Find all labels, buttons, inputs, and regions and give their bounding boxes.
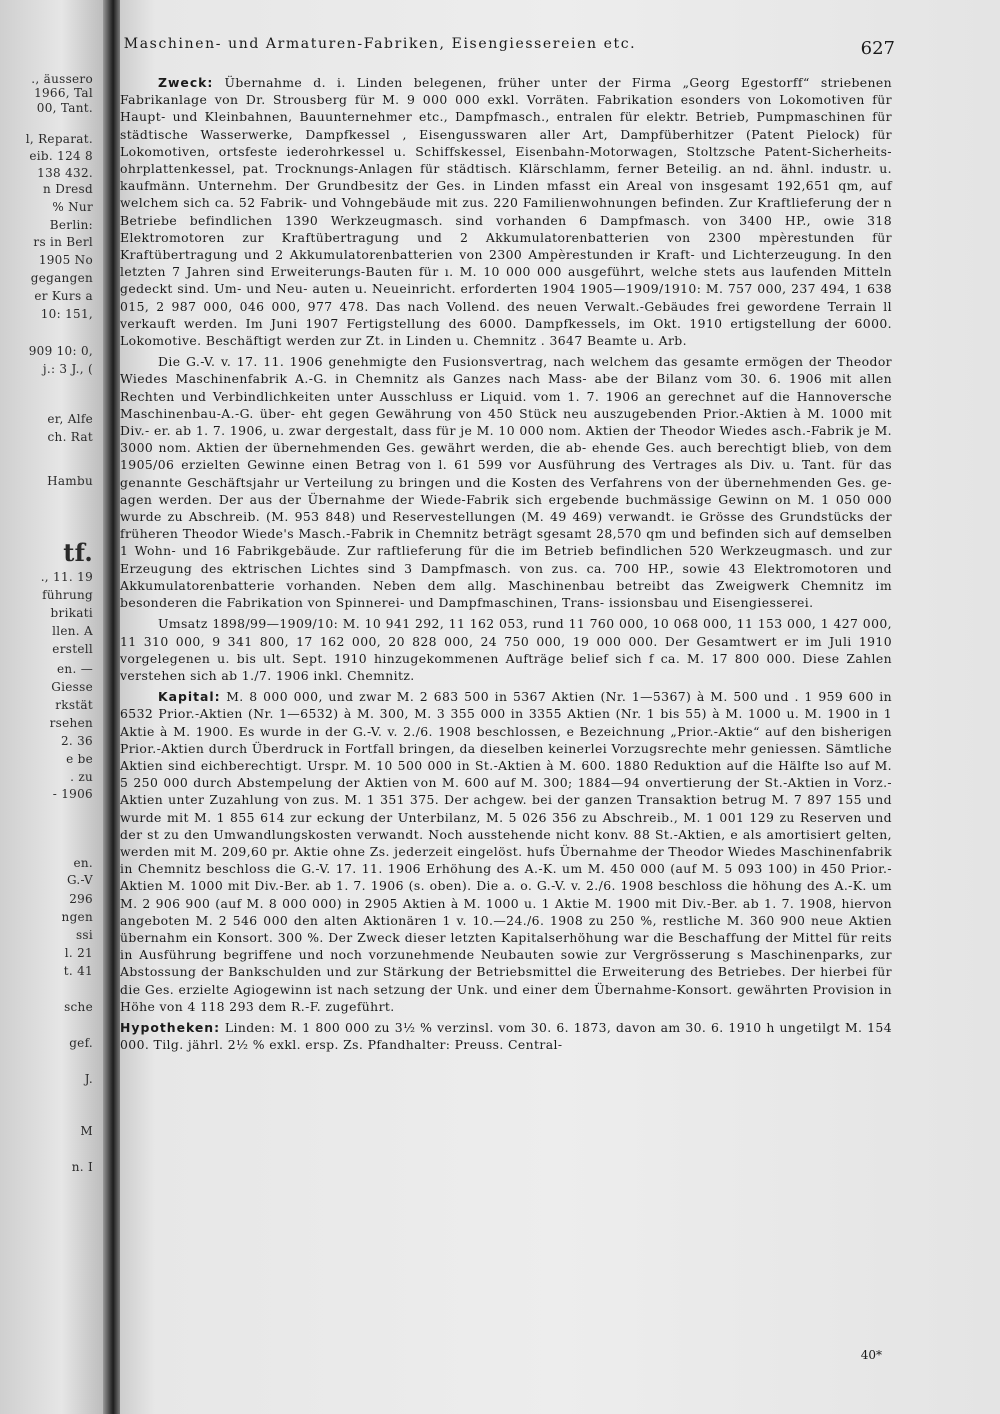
paragraph	[120, 615, 892, 684]
body-text	[120, 74, 892, 1057]
page	[120, 0, 1000, 1414]
facing-page-line: 909 10: 0,	[28, 344, 93, 358]
facing-page-line: 138 432.	[37, 166, 93, 180]
facing-page-line: % Nur	[52, 200, 93, 214]
facing-page-line: l, Reparat.	[25, 132, 93, 146]
facing-page-line: sche	[64, 1000, 93, 1014]
facing-page-line: l. 21	[64, 946, 93, 960]
paragraph-text: M. 8 000 000, und zwar M. 2 683 500 in 5367 Aktien (Nr. 1—5367) à M. 500 und . 1 959 600 in 6532 Prior.-Aktien (Nr. 1—6532) à M. 300, M. 3 355 000 in 3355 Aktien (Nr. 1 bis 55) à M. 1000 u. M. 1900 in 1 Aktie à M. 1900. Es wurde in der G.-V. v. 2./6. 1908 beschlossen, e Bezeichnung „Prior.-Aktie“ auf den bisherigen Prior.-Aktien durch Überdruck in Fortfall bringen, da dieselben keinerlei Vorzugsrechte mehr geniessen. Sämtliche Aktien sind eichberechtigt. Urspr. M. 10 500 000 in St.-Aktien à M. 600. 1880 Reduktion auf die Hälfte lso auf M. 5 250 000 durch Abstempelung der Aktien von M. 600 auf M. 300; 1884—94 onvertierung der St.-Aktien in Vorz.-Aktien unter Zuzahlung von zus. M. 1 351 375. Der achgew. bei der ganzen Transaktion betrug M. 7 897 155 und wurde mit M. 1 855 614 zur eckung der Unterbilanz, M. 5 026 356 zu Abschreib., M. 1 001 129 zu Reserven und der st zu den Umwandlungskosten verwandt. Noch ausstehende nicht konv. 88 St.-Aktien, e als amortisiert gelten, werden mit M. 209,60 pr. Aktie ohne Zs. jederzeit eingelöst. hufs Übernahme der Theodor Wiedes Maschinenfabrik in Chemnitz beschloss die G.-V. 17. 11. 1906 Erhöhung des A.-K. um M. 450 000 (auf M. 5 093 100) in 450 Prior.-Aktien M. 1000 mit Div.-Ber. ab 1. 7. 1906 (s. oben). Die a. o. G.-V. v. 2./6. 1908 beschloss die höhung des A.-K. um M. 2 906 900 (auf M. 8 000 000) in 2905 Aktien à M. 1000 u. 1 Aktie M. 1900 mit Div.-Ber. ab 1. 7. 1908, hiervon angeboten M. 2 546 000 den alten Aktionären 1 v. 10.—24./6. 1908 zu 250 %, restliche M. 360 900 neue Aktien übernahm ein Konsort. 300 %. Der Zweck dieser letzten Kapitalserhöhung war die Beschaffung der Mittel für reits in Ausführung begriffene und noch vorzunehmende Neubauten sowie zur Vergrösserung s Maschinenparks, zur Abstossung der Bankschulden und zur Stärkung der Betriebsmittel die Erweiterung des Betriebes. Der hierbei für die Ges. erzielte Agiogewinn ist nach setzung der Unk. und einer dem Übernahme-Konsort. gewährten Provision in Höhe von 4 118 293 dem R.-F. zugeführt.	[120, 689, 892, 1014]
facing-page-line: llen. A	[52, 624, 93, 638]
facing-page-line: ., 11. 19	[40, 570, 93, 584]
facing-page-line: rs in Berl	[33, 235, 93, 249]
facing-page-line: er, Alfe	[47, 412, 93, 426]
facing-page-line: en. —	[57, 662, 93, 676]
paragraph-lead: Kapital:	[158, 689, 221, 705]
paragraph-text: Linden: M. 1 800 000 zu 3½ % verzinsl. vom 30. 6. 1873, davon am 30. 6. 1910 h ungetilgt M. 154 000. Tilg. jährl. 2½ % exkl. ersp. Zs. Pfandhalter: Preuss. Central-	[120, 1019, 893, 1053]
facing-page-line: 2. 36	[60, 734, 93, 748]
paragraph	[120, 1019, 892, 1053]
facing-page-line: eib. 124 8	[29, 149, 93, 163]
book-gutter	[103, 0, 120, 1414]
paragraph	[120, 74, 892, 349]
facing-page-line: n. I	[71, 1160, 93, 1174]
facing-page-line: t. 41	[63, 964, 93, 978]
facing-page-line: en.	[73, 856, 93, 870]
facing-page-line: e be	[66, 752, 93, 766]
facing-page-line: rkstät	[55, 698, 93, 712]
facing-page-line: G.-V	[66, 873, 93, 887]
facing-page-line: 1966, Tal	[34, 86, 93, 100]
page-number: 627	[860, 38, 895, 59]
facing-page-line: n Dresd	[43, 182, 93, 196]
facing-page-line: führung	[42, 588, 93, 602]
paragraph-lead: Zweck:	[158, 75, 214, 90]
paragraph	[120, 688, 892, 1015]
facing-page-line: J.	[84, 1072, 93, 1086]
facing-page-line: gegangen	[30, 271, 93, 285]
facing-page-line: tf.	[63, 538, 93, 567]
facing-page-line: Giesse	[51, 680, 93, 694]
facing-page-line: - 1906	[52, 787, 93, 801]
paragraph-text: Umsatz 1898/99—1909/10: M. 10 941 292, 11 162 053, rund 11 760 000, 10 068 000, 11 153 000, 1 427 000, 11 310 000, 9 341 800, 17 162 000, 20 828 000, 24 750 000, 19 000 000. Der Gesamtwert er im Juli 1910 vorgelegenen u. bis ult. Sept. 1910 hinzugekommenen Aufträge belief sich f ca. M. 17 800 000. Diese Zahlen verstehen sich ab 1./7. 1906 inkl. Chemnitz.	[120, 616, 892, 683]
facing-page-line: 00, Tant.	[36, 101, 93, 115]
paragraph-text: Die G.-V. v. 17. 11. 1906 genehmigte den Fusionsvertrag, nach welchem das gesamte ermögen der Theodor Wiedes Maschinenfabrik A.-G. in Chemnitz als Ganzes nach Mass- abe der Bilanz vom 30. 6. 1906 mit allen Rechten und Verbindlichkeiten unter Ausschluss er Liquid. vom 1. 7. 1906 an gerechnet auf die Hannoversche Maschinenbau-A.-G. über- eht gegen Gewährung von 450 Stück neu auszugebenden Prior.-Aktien à M. 1000 mit Div.- er. ab 1. 7. 1906, u. zwar dergestalt, dass für je M. 10 000 nom. Aktien der Theodor Wiedes asch.-Fabrik je M. 3000 nom. Aktien der übernehmenden Ges. gewährt werden, die ab- ehende Ges. auch berechtigt blieb, von dem 1905/06 erzielten Gewinne einen Betrag von l. 61 599 vor Ausführung des Vertrages als Div. u. Tant. für das genannte Geschäftsjahr ur Verteilung zu bringen und die Kosten des Verfahrens von der übernehmenden Ges. ge- agen werden. Der aus der Übernahme der Wiede-Fabrik sich ergebende buchmässige Gewinn on M. 1 050 000 wurde zu Abschreib. (M. 953 848) und Reservestellungen (M. 49 469) verwandt. ie Grösse des Grundstücks der früheren Theodor Wiede's Masch.-Fabrik in Chemnitz beträgt sgesamt 28,570 qm und befinden sich auf demselben 1 Wohn- und 16 Fabrikgebäude. Zur raftlieferung für die im Betrieb befindlichen 520 Werkzeugmasch. und zur Erzeugung des ektrischen Lichtes sind 3 Dampfmasch. von zus. ca. 700 HP., sowie 43 Elektromotoren und Akkumulatorenbatterie vorhanden. Neben dem allg. Maschinenbau betreibt das Zweigwerk Chemnitz im besonderen die Fabrikation von Spinnerei- und Dampfmaschinen, Trans- issionsbau und Eisengiesserei.	[120, 354, 892, 611]
facing-page-line: er Kurs a	[34, 289, 93, 303]
paragraph	[120, 353, 892, 611]
facing-page-line: 1905 No	[38, 253, 93, 267]
paragraph-text: Übernahme d. i. Linden belegenen, früher unter der Firma „Georg Egestorff“ striebenen Fabrikanlage von Dr. Strousberg für M. 9 000 000 exkl. Vorräten. Fabrikation esonders von Lokomotiven für Haupt- und Kleinbahnen, Bauunternehmer etc., Dampfmasch., entralen für elektr. Betrieb, Pumpmaschinen für städtische Wasserwerke, Dampfkessel , Eisengusswaren aller Art, Dampfüberhitzer (Patent Pielock) für Lokomotiven, ortsfeste iederohrkessel u. Schiffskessel, Eisenbahn-Motorwagen, Stoltzsche Patent-Sicherheits- ohrplattenkessel, pat. Trocknungs-Anlagen für städtisch. Klärschlamm, ferner Beteilig. an nd. ähnl. industr. u. kaufmänn. Unternehm. Der Grundbesitz der Ges. in Linden mfasst ein Areal von insgesamt 192,651 qm, auf welchem sich ca. 52 Fabrik- und Vohngebäude mit zus. 220 Familienwohnungen befinden. Zur Kraftlieferung der n Betriebe befindlichen 1390 Werkzeugmasch. sind vorhanden 6 Dampfmasch. von 3400 HP., owie 318 Elektromotoren zur Kraftübertragung und 2 Akkumulatorenbatterien von 2300 mpèrestunden für Kraftübertragung und 2 Akkumulatorenbatterien von 2300 Ampèrestunden ir Kraft- und Lichterzeugung. In den letzten 7 Jahren sind Erweiterungs-Bauten für ı. M. 10 000 000 ausgeführt, welche stets aus laufenden Mitteln gedeckt sind. Um- und Neu- auten u. Neueinricht. erforderten 1904 1905—1909/1910: M. 757 000, 237 494, 1 638 015, 2 987 000, 046 000, 977 478. Das nach Vollend. des neuen Verwalt.-Gebäudes frei gewordene Terrain ll verkauft werden. Im Juni 1907 Fertigstellung des 6000. Dampfkessels, im Okt. 1910 ertigstellung der 6000. Lokomotive. Beschäftigt werden zur Zt. in Linden u. Chemnitz . 3647 Beamte u. Arb.	[120, 75, 893, 349]
facing-page-line: 10: 151,	[40, 307, 93, 321]
facing-page-line: j.: 3 J., (	[42, 362, 93, 376]
facing-page-line: Hambu	[47, 474, 93, 488]
sheet-signature: 40*	[860, 1348, 882, 1362]
facing-page-line: rsehen	[49, 716, 93, 730]
facing-page-line: . zu	[70, 770, 93, 784]
facing-page-fragment	[0, 0, 103, 1414]
facing-page-line: M	[80, 1124, 93, 1138]
facing-page-line: ssi	[75, 928, 93, 942]
facing-page-line: Berlin:	[49, 218, 93, 232]
paragraph-lead: Hypotheken:	[120, 1019, 221, 1035]
facing-page-line: 296	[69, 892, 93, 906]
facing-page-line: brikati	[50, 606, 93, 620]
facing-page-line: ch. Rat	[47, 430, 93, 444]
facing-page-line: gef.	[69, 1036, 93, 1050]
facing-page-line: ngen	[61, 910, 93, 924]
facing-page-line: ., äussero	[31, 72, 93, 86]
facing-page-line: erstell	[52, 642, 93, 656]
running-head: Maschinen- und Armaturen-Fabriken, Eisengiessereien etc.	[123, 36, 637, 52]
